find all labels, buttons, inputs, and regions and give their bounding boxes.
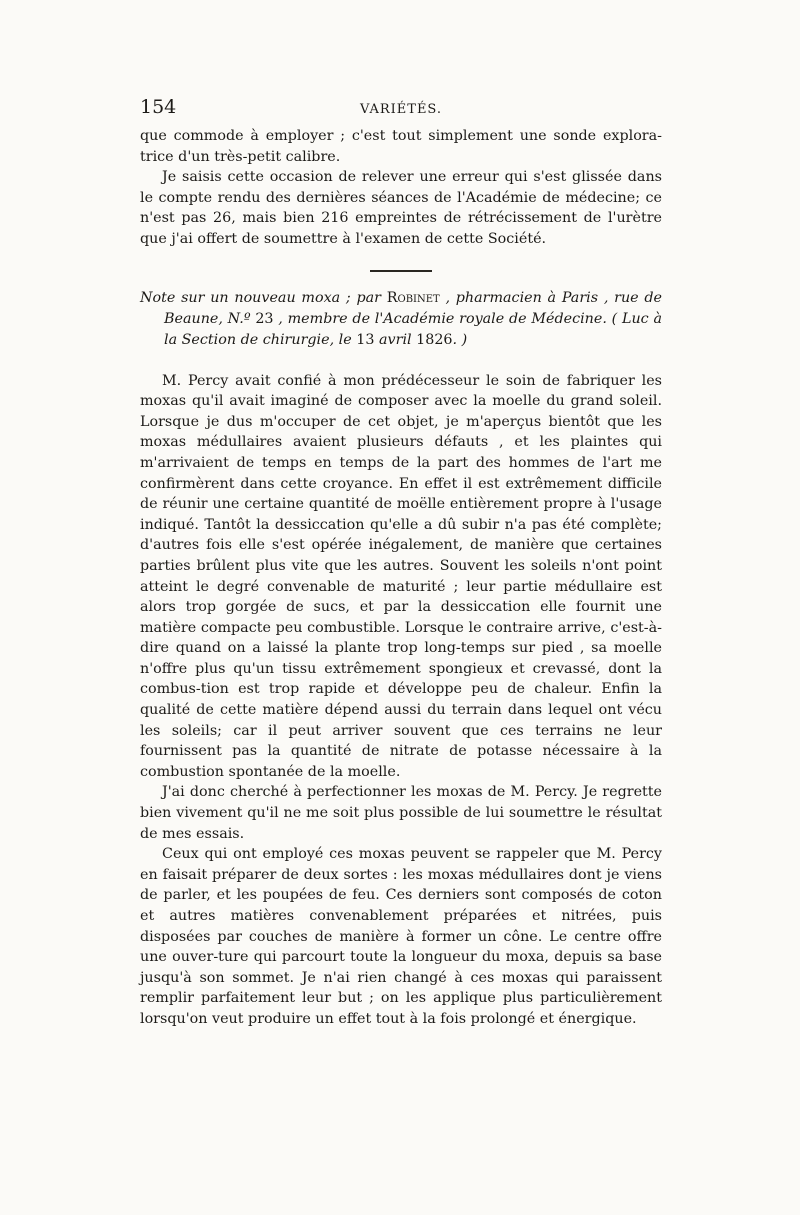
running-head: VARIÉTÉS.	[359, 102, 443, 117]
title-part-d: avril	[374, 331, 417, 348]
body-paragraph-3: Ceux qui ont employé ces moxas peuvent se rappeler que M. Percy en faisait préparer de deux sortes : les moxas médullaires dont je viens de parler, et les poupées de feu. Ces derniers sont composés de coton et autres matières convenablement préparées et nitrées, puis disposées par couches de manière à former un cône. Le centre offre une ouver-ture qui parcourt toute la longueur du moxa, depuis sa base jusqu'à son sommet. Je n'ai rien changé à ces moxas qui paraissent remplir parfaitement leur but ; on les applique plus particulièrement lorsqu'on veut produire un effet tout à la fois prolongé et énergique.	[140, 846, 662, 1027]
date-day: 13	[356, 331, 375, 348]
page-header	[140, 96, 662, 122]
correction-paragraph: Je saisis cette occasion de relever une erreur qui s'est glissée dans le compte rendu des dernières séances de l'Académie de médecine; ce n'est pas 26, mais bien 216 empreintes de rétrécissement de l'urètre que j'ai offert de soumettre à l'examen de cette Société.	[140, 169, 662, 247]
date-year: 1826	[416, 331, 453, 348]
page-number: 154	[140, 96, 177, 118]
author-name: Robinet	[386, 289, 440, 306]
continued-paragraph: que commode à employer ; c'est tout simplement une sonde explora-trice d'un très-petit calibre.	[140, 128, 662, 165]
title-part-e: . )	[452, 331, 468, 348]
body-paragraph-2: J'ai donc cherché à perfectionner les moxas de M. Percy. Je regrette bien vivement qu'il ne me soit plus possible de lui soumettre le résultat de mes essais.	[140, 784, 662, 842]
title-part-a: Note sur un nouveau moxa ; par	[140, 289, 387, 306]
note-title	[140, 288, 662, 351]
section-divider	[370, 270, 432, 272]
title-part-c: , membre de l'Académie royale de Médecine. ( Luc à la Section de chirurgie, le	[164, 310, 662, 348]
body-paragraph-1: M. Percy avait confié à mon prédécesseur le soin de fabriquer les moxas qu'il avait imaginé de composer avec la moelle du grand soleil. Lorsque je dus m'occuper de cet objet, je m'aperçus bientôt que les moxas médullaires avaient plusieurs défauts , et les plaintes qui m'arrivaient de temps en temps de la part des hommes de l'art me confirmèrent dans cette croyance. En effet il est extrêmement difficile de réunir une certaine quantité de moëlle entièrement propre à l'usage indiqué. Tantôt la dessiccation qu'elle a dû subir n'a pas été complète; d'autres fois elle s'est opérée inégalement, de manière que certaines parties brûlent plus vite que les autres. Souvent les soleils n'ont point atteint le degré convenable de maturité ; leur partie médullaire est alors trop gorgée de sucs, et par la dessiccation elle fournit une matière compacte peu combustible. Lorsque le contraire arrive, c'est-à-dire quand on a laissé la plante trop long-temps sur pied , sa moelle n'offre plus qu'un tissu extrêmement spongieux et crevassé, dont la combus-tion est trop rapide et développe peu de chaleur. Enfin la qualité de cette matière dépend aussi du terrain dans lequel ont vécu les soleils; car il peut arriver souvent que ces terrains ne leur fournissent pas la quantité de nitrate de potasse nécessaire à la combustion spontanée de la moelle.	[140, 372, 662, 780]
book-page	[140, 96, 662, 1030]
title-part-b: , pharmacien à Paris , rue de Beaune, N.º	[164, 289, 662, 327]
street-number: 23	[255, 310, 274, 327]
